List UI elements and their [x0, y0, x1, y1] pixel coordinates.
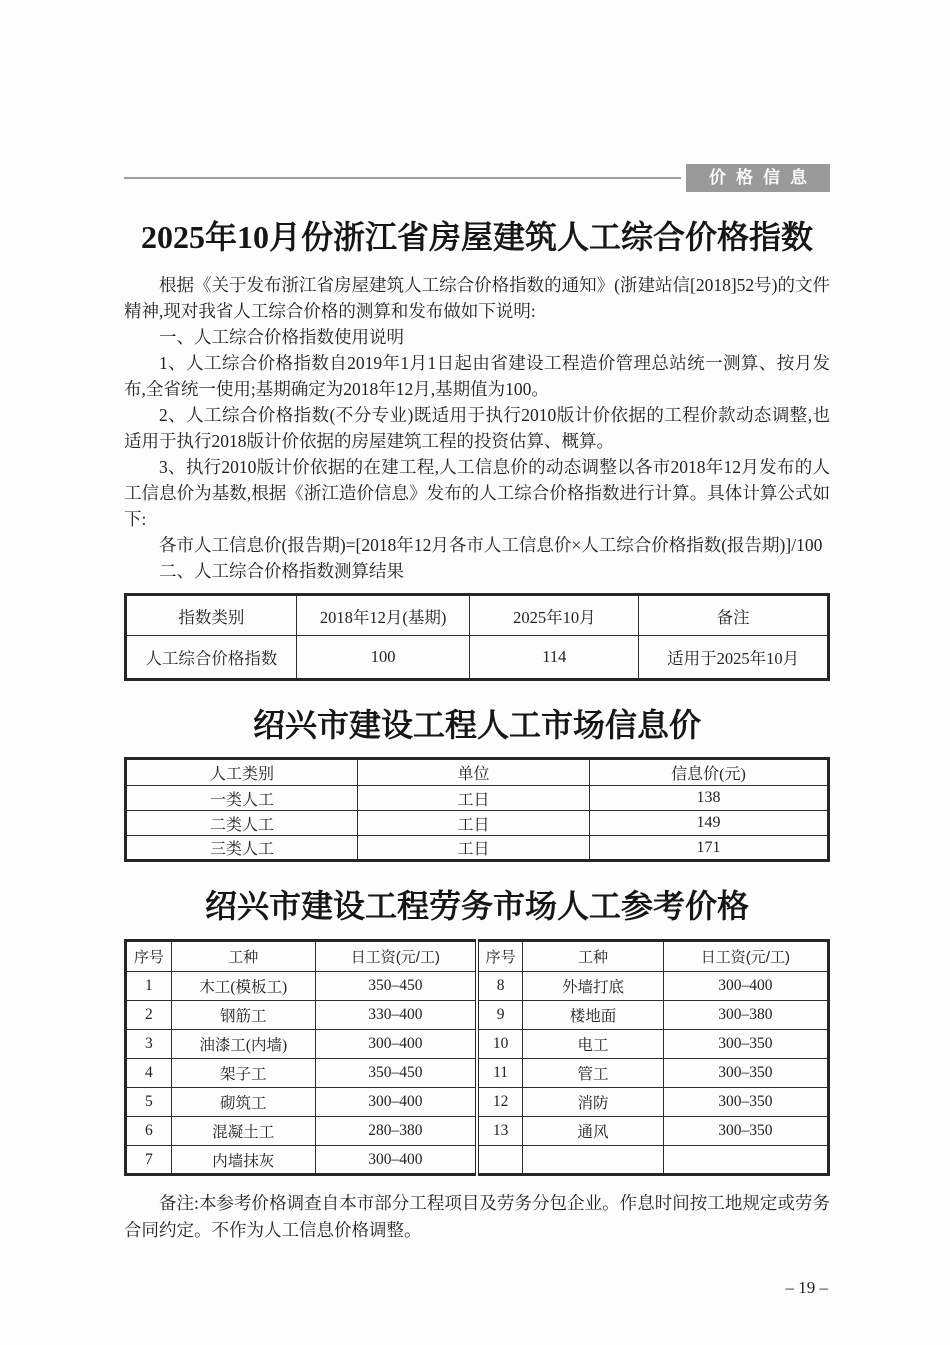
cell-wage: 300–350: [663, 1117, 828, 1146]
cell-wage: 300–350: [663, 1030, 828, 1059]
market-table-row: [126, 786, 829, 811]
paragraph-item-3: 3、执行2010版计价依据的在建工程,人工信息价的动态调整以各市2018年12月发布的人工信息价为基数,根据《浙江造价信息》发布的人工综合价格指数进行计算。具体计算公式如下:: [124, 457, 830, 529]
column-header-info-price: 信息价(元): [589, 759, 828, 786]
cell-seq: 7: [126, 1146, 172, 1175]
cell-seq: 1: [126, 972, 172, 1001]
column-header-trade: 工种: [171, 941, 315, 972]
cell-trade: 砌筑工: [171, 1088, 315, 1117]
labor-table-header-row: [126, 941, 829, 972]
cell-index-name: 人工综合价格指数: [126, 636, 297, 680]
cell-wage: [663, 1146, 828, 1175]
paragraph-item-1: 1、人工综合价格指数自2019年1月1日起由省建设工程造价管理总站统一测算、按月发布,全省统一使用;基期确定为2018年12月,基期值为100。: [124, 353, 830, 399]
column-header-remark: 备注: [639, 595, 829, 636]
labor-table-row: [126, 1146, 829, 1175]
cell-seq: 10: [477, 1030, 523, 1059]
cell-wage: 300–400: [663, 972, 828, 1001]
cell-trade: [523, 1146, 664, 1175]
cell-wage: 300–380: [663, 1001, 828, 1030]
cell-wage: 280–380: [315, 1117, 477, 1146]
cell-trade: 楼地面: [523, 1001, 664, 1030]
cell-trade: 内墙抹灰: [171, 1146, 315, 1175]
paragraph-item-2: 2、人工综合价格指数(不分专业)既适用于执行2010版计价依据的工程价款动态调整,也适用于执行2018版计价依据的房屋建筑工程的投资估算、概算。: [124, 405, 830, 451]
cell-labor-category: 三类人工: [126, 836, 358, 861]
cell-current-value: 114: [470, 636, 639, 680]
cell-seq: 4: [126, 1059, 172, 1088]
cell-price: 138: [589, 786, 828, 811]
cell-trade: 电工: [523, 1030, 664, 1059]
cell-seq: 13: [477, 1117, 523, 1146]
reference-note: 备注:本参考价格调查自本市部分工程项目及劳务分包企业。作息时间按工地规定或劳务合同约定。不作为人工信息价格调整。: [124, 1193, 830, 1240]
header-rule: [124, 177, 681, 179]
cell-seq: 8: [477, 972, 523, 1001]
paragraph-section2-heading: 二、人工综合价格指数测算结果: [159, 561, 404, 581]
cell-wage: 300–400: [315, 1088, 477, 1117]
market-table-row: [126, 836, 829, 861]
article-title: 2025年10月份浙江省房屋建筑人工综合价格指数: [140, 219, 813, 255]
market-info-table: [124, 757, 830, 862]
market-table-row: [126, 811, 829, 836]
index-table-header-row: [126, 595, 829, 636]
cell-labor-category: 二类人工: [126, 811, 358, 836]
column-header-unit: 单位: [357, 759, 589, 786]
cell-wage: 350–450: [315, 972, 477, 1001]
cell-price: 171: [589, 836, 828, 861]
cell-trade: 混凝土工: [171, 1117, 315, 1146]
column-header-index-category: 指数类别: [126, 595, 297, 636]
category-badge: 价格信息: [686, 164, 830, 192]
market-table-header-row: [126, 759, 829, 786]
cell-seq: 3: [126, 1030, 172, 1059]
cell-remark: 适用于2025年10月: [639, 636, 829, 680]
article-body: [124, 272, 830, 584]
paragraph-section1-heading: 一、人工综合价格指数使用说明: [159, 327, 404, 347]
column-header-seq: 序号: [126, 941, 172, 972]
cell-trade: 消防: [523, 1088, 664, 1117]
cell-unit: 工日: [357, 836, 589, 861]
page-number: – 19 –: [785, 1278, 828, 1297]
labor-table-row: [126, 1059, 829, 1088]
column-header-trade: 工种: [523, 941, 664, 972]
cell-trade: 木工(模板工): [171, 972, 315, 1001]
cell-unit: 工日: [357, 811, 589, 836]
cell-wage: 330–400: [315, 1001, 477, 1030]
cell-wage: 300–400: [315, 1146, 477, 1175]
index-table-row: [126, 636, 829, 680]
cell-wage: 300–350: [663, 1088, 828, 1117]
labor-table-row: [126, 1001, 829, 1030]
cell-wage: 300–350: [663, 1059, 828, 1088]
cell-trade: 外墙打底: [523, 972, 664, 1001]
cell-trade: 管工: [523, 1059, 664, 1088]
index-table: [124, 593, 830, 681]
cell-trade: 架子工: [171, 1059, 315, 1088]
cell-seq: 9: [477, 1001, 523, 1030]
cell-unit: 工日: [357, 786, 589, 811]
cell-seq: 11: [477, 1059, 523, 1088]
cell-seq: 2: [126, 1001, 172, 1030]
cell-base-value: 100: [296, 636, 470, 680]
cell-seq: 12: [477, 1088, 523, 1117]
labor-table-row: [126, 1088, 829, 1117]
cell-seq: [477, 1146, 523, 1175]
labor-table-row: [126, 1030, 829, 1059]
paragraph-intro: 根据《关于发布浙江省房屋建筑人工综合价格指数的通知》(浙建站信[2018]52号)的文件精神,现对我省人工综合价格的测算和发布做如下说明:: [124, 275, 830, 321]
market-info-title: 绍兴市建设工程人工市场信息价: [252, 707, 701, 743]
column-header-daily-wage: 日工资(元/工): [315, 941, 477, 972]
cell-seq: 5: [126, 1088, 172, 1117]
cell-seq: 6: [126, 1117, 172, 1146]
column-header-daily-wage: 日工资(元/工): [663, 941, 828, 972]
labor-table-row: [126, 1117, 829, 1146]
column-header-seq: 序号: [477, 941, 523, 972]
cell-trade: 通风: [523, 1117, 664, 1146]
cell-trade: 钢筋工: [171, 1001, 315, 1030]
formula-line: 各市人工信息价(报告期)=[2018年12月各市人工信息价×人工综合价格指数(报告期)]/100: [159, 535, 823, 555]
labor-reference-table: [124, 939, 830, 1176]
page-content: [124, 0, 830, 1298]
labor-reference-title: 绍兴市建设工程劳务市场人工参考价格: [204, 888, 749, 924]
column-header-current-period: 2025年10月: [470, 595, 639, 636]
cell-wage: 300–400: [315, 1030, 477, 1059]
labor-table-row: [126, 972, 829, 1001]
column-header-labor-category: 人工类别: [126, 759, 358, 786]
cell-trade: 油漆工(内墙): [171, 1030, 315, 1059]
page-header: [124, 164, 830, 192]
column-header-base-period: 2018年12月(基期): [296, 595, 470, 636]
cell-price: 149: [589, 811, 828, 836]
cell-wage: 350–450: [315, 1059, 477, 1088]
cell-labor-category: 一类人工: [126, 786, 358, 811]
